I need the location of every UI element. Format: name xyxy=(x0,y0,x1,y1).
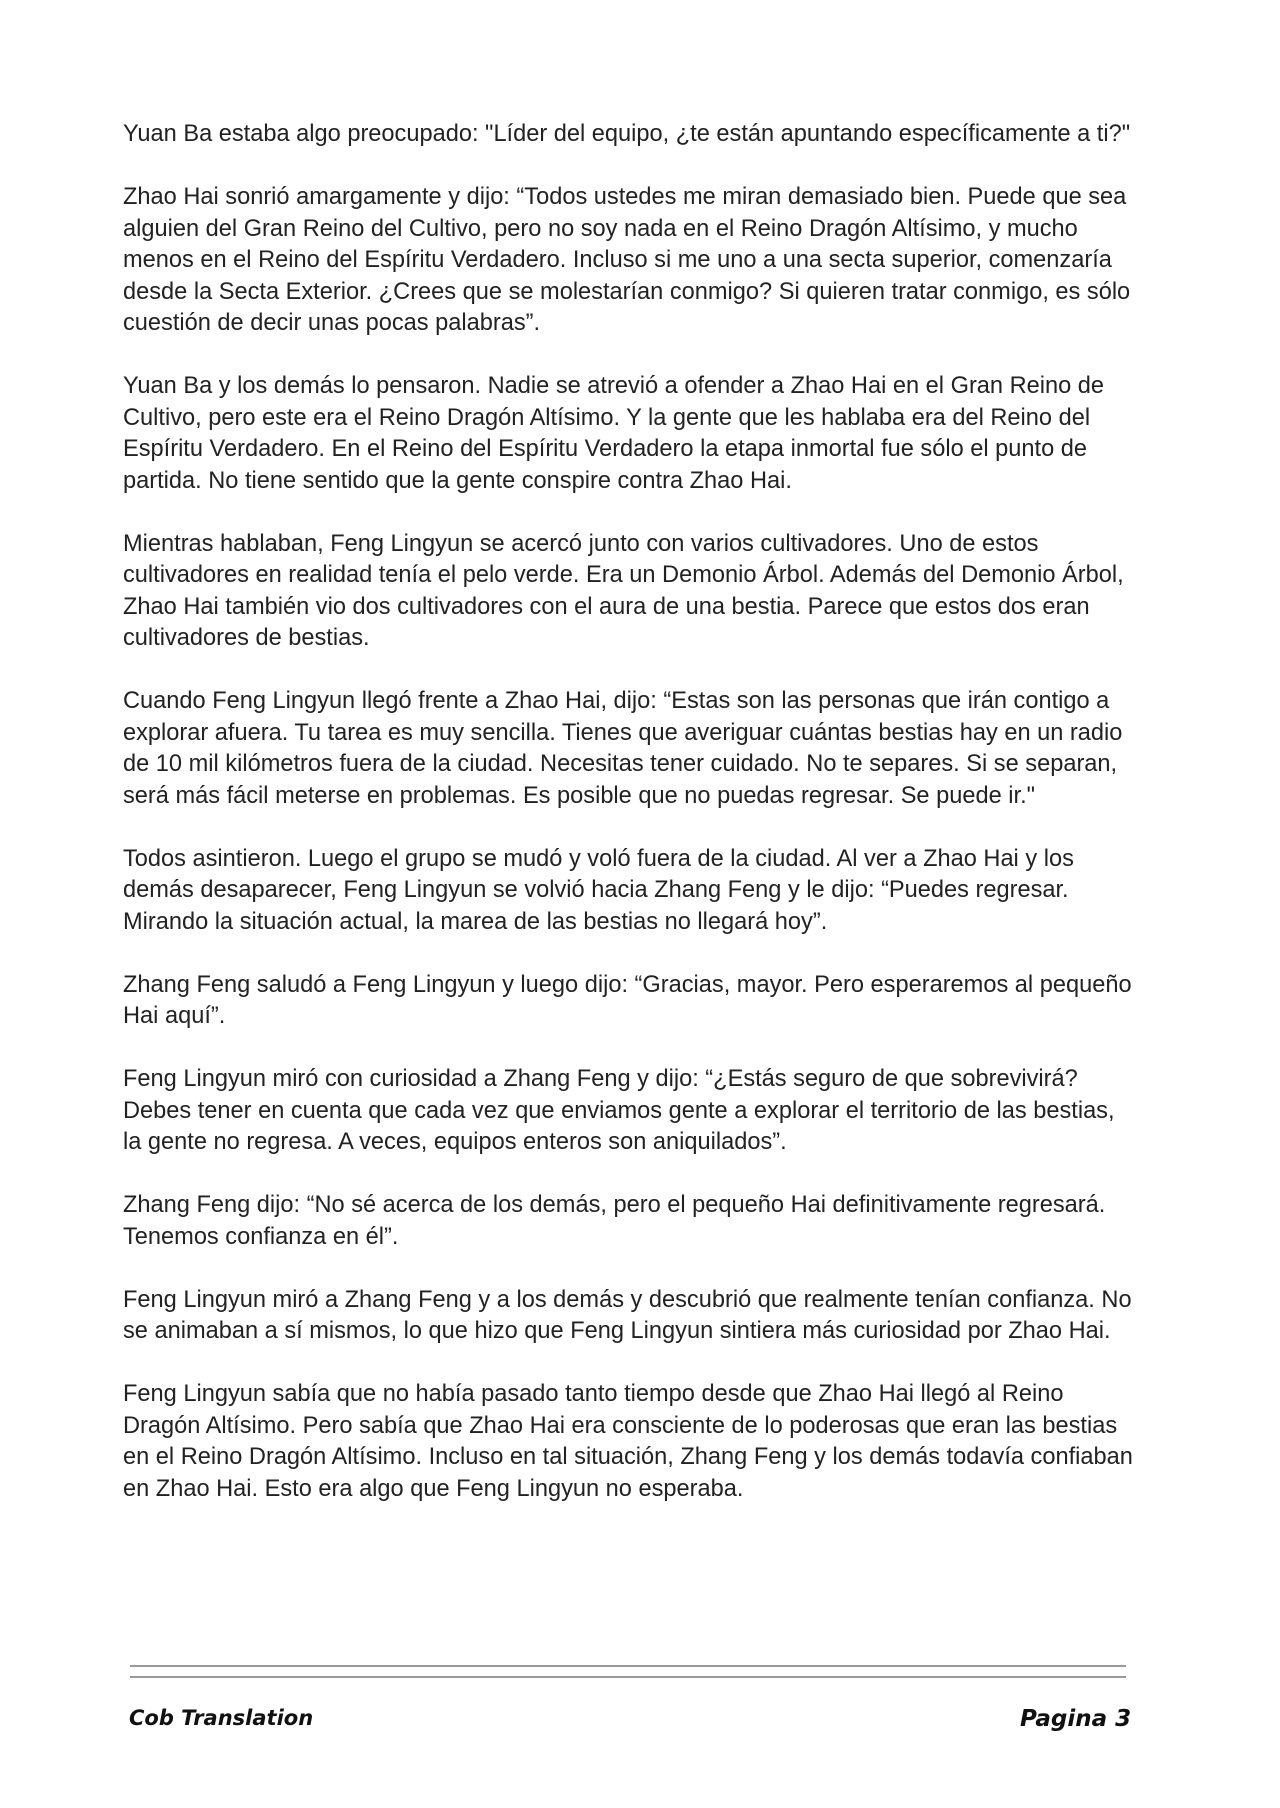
paragraph: Todos asintieron. Luego el grupo se mudó y voló fuera de la ciudad. Al ver a Zhao Hai y los demás desaparecer, Feng Lingyun se volvió hacia Zhang Feng y le dijo: “Puedes regresar. Mirando la situación actual, la marea de las bestias no llegará hoy”. xyxy=(123,845,1074,935)
paragraph: Feng Lingyun miró con curiosidad a Zhang Feng y dijo: “¿Estás seguro de que sobrevivirá? Debes tener en cuenta que cada vez que enviamos gente a explorar el territorio de las bestias, la gente no regresa. A veces, equipos enteros son aniquilados”. xyxy=(123,1066,1115,1155)
paragraph: Zhang Feng saludó a Feng Lingyun y luego dijo: “Gracias, mayor. Pero esperaremos al pequeño Hai aquí”. xyxy=(123,971,1132,1029)
page-body xyxy=(123,119,1133,1537)
footer-credit: Cob Translation xyxy=(129,1706,314,1730)
paragraph: Mientras hablaban, Feng Lingyun se acercó junto con varios cultivadores. Uno de estos cultivadores en realidad tenía el pelo verde. Era un Demonio Árbol. Además del Demonio Árbol, Zhao Hai también vio dos cultivadores con el aura de una bestia. Parece que estos dos eran cultivadores de bestias. xyxy=(123,530,1124,651)
paragraph: Yuan Ba y los demás lo pensaron. Nadie se atrevió a ofender a Zhao Hai en el Gran Reino de Cultivo, pero este era el Reino Dragón Altísimo. Y la gente que les hablaba era del Reino del Espíritu Verdadero. En el Reino del Espíritu Verdadero la etapa inmortal fue sólo el punto de partida. No tiene sentido que la gente conspire contra Zhao Hai. xyxy=(123,373,1105,494)
paragraph: Zhao Hai sonrió amargamente y dijo: “Todos ustedes me miran demasiado bien. Puede que sea alguien del Gran Reino del Cultivo, pero no soy nada en el Reino Dragón Altísimo, y mucho menos en el Reino del Espíritu Verdadero. Incluso si me uno a una secta superior, comenzaría desde la Secta Exterior. ¿Crees que se molestarían conmigo? Si quieren tratar conmigo, es sólo cuestión de decir unas pocas palabras”. xyxy=(123,184,1131,336)
paragraph: Feng Lingyun sabía que no había pasado tanto tiempo desde que Zhao Hai llegó al Reino Dragón Altísimo. Pero sabía que Zhao Hai era consciente de lo poderosas que eran las bestias en el Reino Dragón Altísimo. Incluso en tal situación, Zhang Feng y los demás todavía confiaban en Zhao Hai. Esto era algo que Feng Lingyun no esperaba. xyxy=(123,1381,1133,1502)
footer-divider-top xyxy=(130,1665,1126,1667)
paragraph: Cuando Feng Lingyun llegó frente a Zhao Hai, dijo: “Estas son las personas que irán contigo a explorar afuera. Tu tarea es muy sencilla. Tienes que averiguar cuántas bestias hay en un radio de 10 mil kilómetros fuera de la ciudad. Necesitas tener cuidado. No te separes. Si se separan, será más fácil meterse en problemas. Es posible que no puedas regresar. Se puede ir." xyxy=(123,688,1123,809)
paragraph: Yuan Ba estaba algo preocupado: "Líder del equipo, ¿te están apuntando específicamente a ti?" xyxy=(123,121,1131,147)
paragraph: Zhang Feng dijo: “No sé acerca de los demás, pero el pequeño Hai definitivamente regresará. Tenemos confianza en él”. xyxy=(123,1192,1106,1250)
page-number: Pagina 3 xyxy=(1020,1706,1132,1732)
footer-divider-bottom xyxy=(130,1676,1126,1678)
paragraph: Feng Lingyun miró a Zhang Feng y a los demás y descubrió que realmente tenían confianza. No se animaban a sí mismos, lo que hizo que Feng Lingyun sintiera más curiosidad por Zhao Hai. xyxy=(123,1286,1132,1344)
